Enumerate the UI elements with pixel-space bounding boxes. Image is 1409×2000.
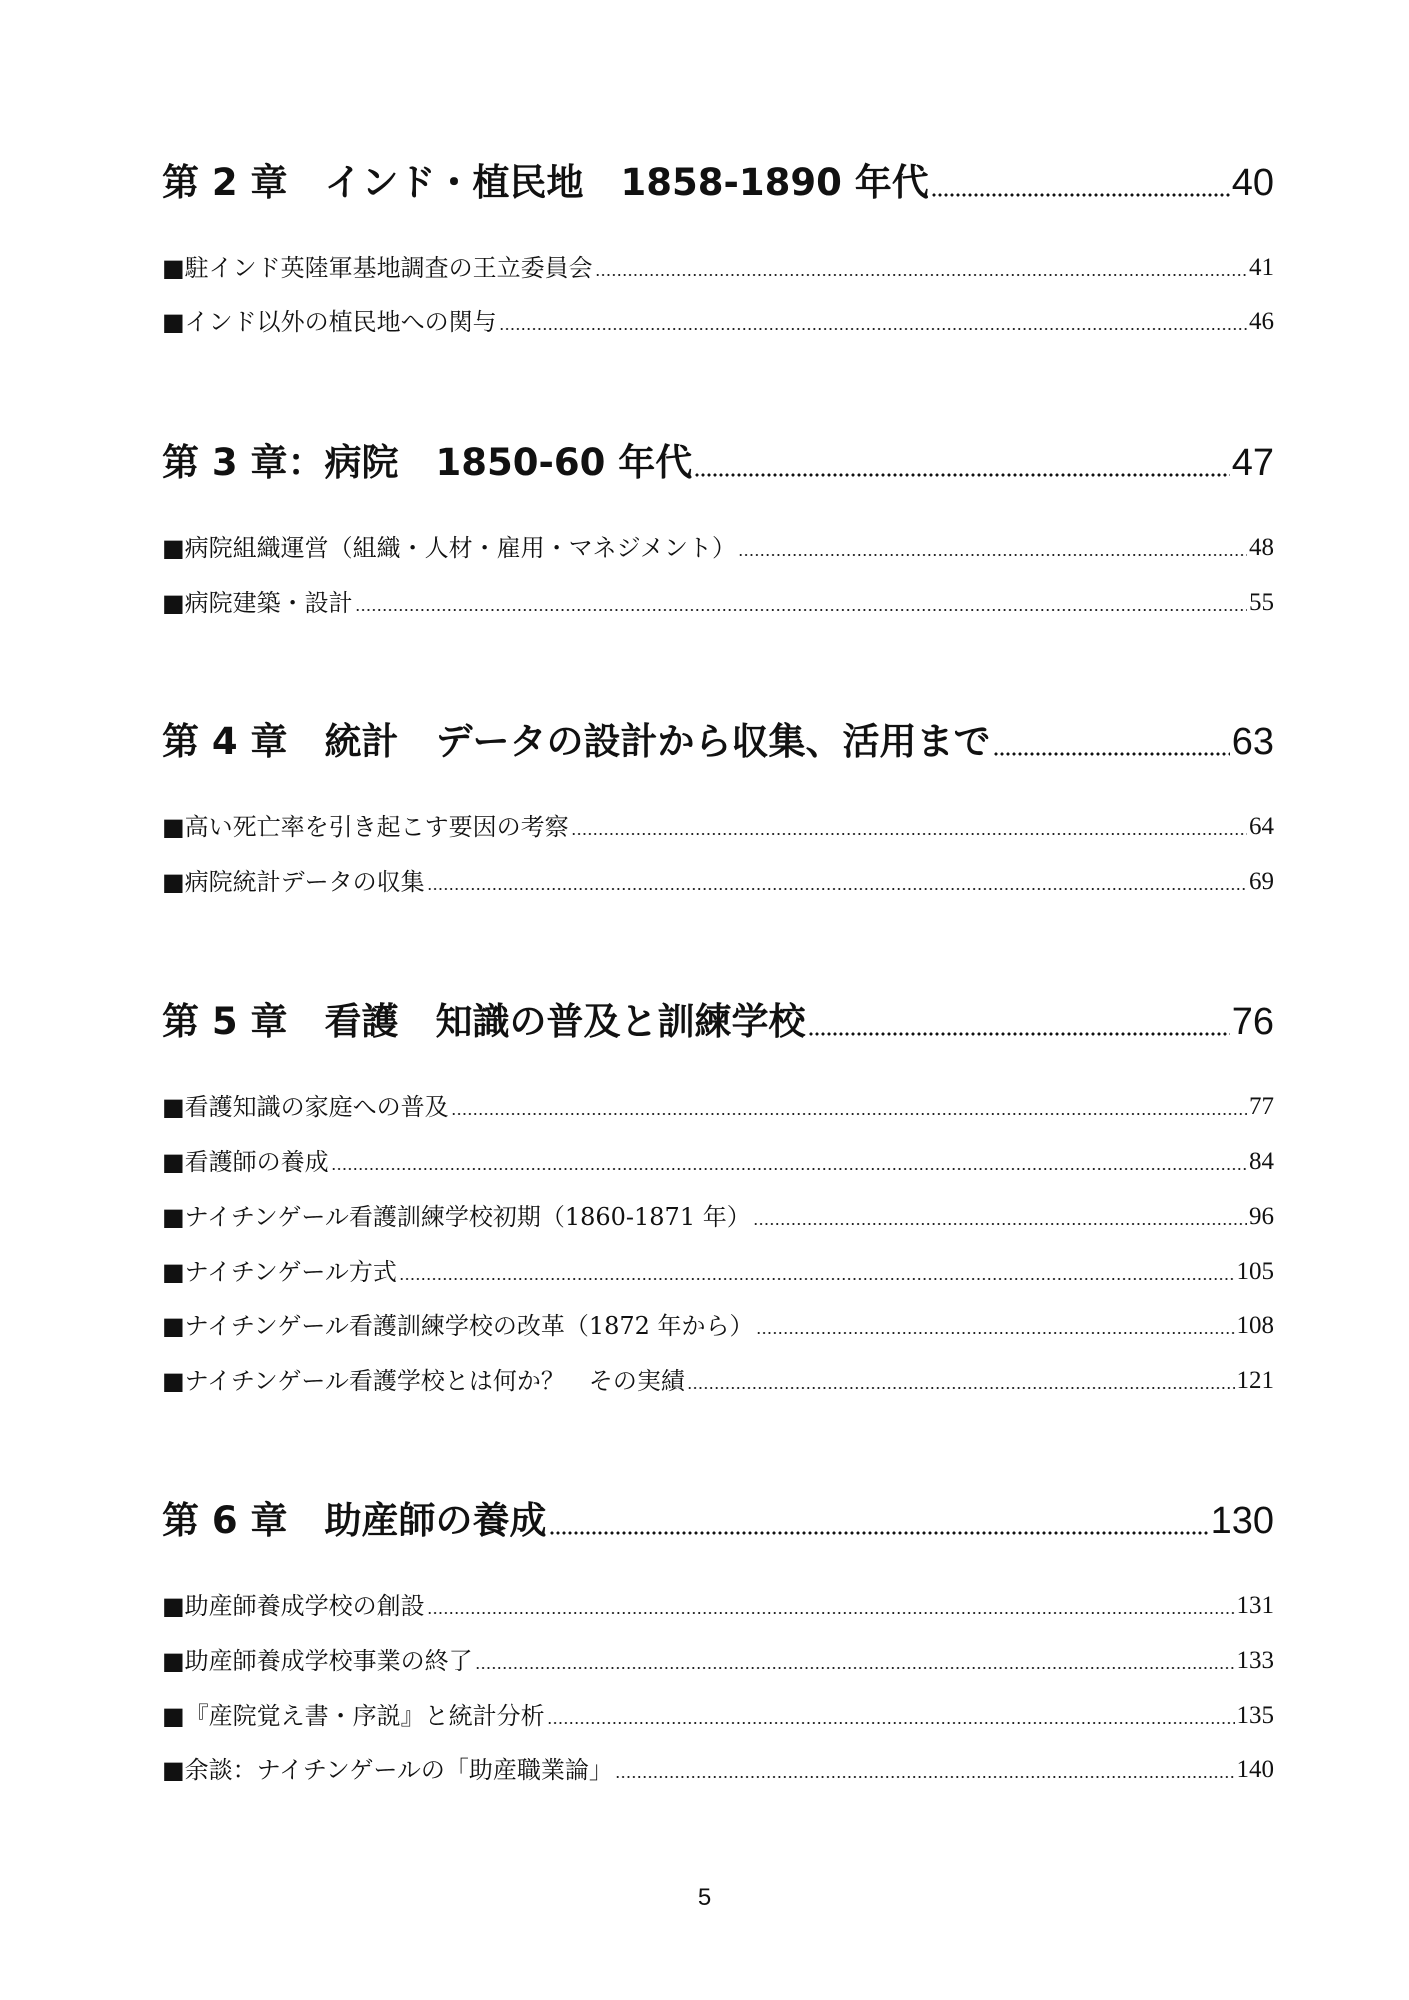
toc-entry[interactable] <box>162 306 1274 338</box>
chapter-page-number: 130 <box>1210 1500 1274 1542</box>
entry-title: ■病院統計データの収集 <box>162 868 425 896</box>
entry-page-number: 41 <box>1249 254 1274 281</box>
dot-leader <box>756 1331 1235 1335</box>
entry-title: ■ナイチンゲール看護訓練学校の改革（1872 年から） <box>162 1312 754 1340</box>
dot-leader <box>547 1721 1235 1725</box>
entry-title: ■インド以外の植民地への関与 <box>162 308 497 336</box>
dot-leader <box>331 1167 1247 1171</box>
entry-title: ■駐インド英陸軍基地調査の王立委員会 <box>162 254 593 282</box>
entry-title: ■看護師の養成 <box>162 1148 329 1176</box>
chapter-title: 第 4 章 統計 データの設計から収集、活用まで <box>162 720 991 763</box>
toc-entry[interactable] <box>162 1645 1274 1677</box>
chapter-page-number: 76 <box>1231 1001 1274 1043</box>
toc-entry[interactable] <box>162 1700 1274 1732</box>
entry-page-number: 105 <box>1236 1258 1274 1285</box>
toc-entry[interactable] <box>162 1146 1274 1178</box>
entry-title: ■余談：ナイチンゲールの「助産職業論」 <box>162 1756 613 1784</box>
toc-entry[interactable] <box>162 587 1274 619</box>
entry-page-number: 64 <box>1249 813 1274 840</box>
dot-leader <box>931 193 1230 197</box>
entry-title: ■高い死亡率を引き起こす要因の考察 <box>162 813 569 841</box>
toc-entry[interactable] <box>162 1201 1274 1233</box>
dot-leader <box>808 1032 1230 1036</box>
toc-entry[interactable] <box>162 1590 1274 1622</box>
dot-leader <box>993 752 1230 756</box>
toc-entry[interactable] <box>162 1754 1274 1786</box>
entry-page-number: 131 <box>1236 1592 1274 1619</box>
entry-title: ■『産院覚え書・序説』と統計分析 <box>162 1702 545 1730</box>
entry-title: ■ナイチンゲール方式 <box>162 1258 397 1286</box>
dot-leader <box>738 553 1247 557</box>
chapter-title: 第 5 章 看護 知識の普及と訓練学校 <box>162 1000 806 1043</box>
chapter-title: 第 3 章：病院 1850-60 年代 <box>162 441 693 484</box>
dot-leader <box>427 887 1247 891</box>
entry-page-number: 121 <box>1236 1367 1274 1394</box>
toc-entry[interactable] <box>162 252 1274 284</box>
entry-page-number: 96 <box>1249 1203 1274 1230</box>
chapter-title: 第 6 章 助産師の養成 <box>162 1499 547 1542</box>
dot-leader <box>549 1531 1209 1535</box>
entry-page-number: 135 <box>1236 1702 1274 1729</box>
entry-title: ■助産師養成学校の創設 <box>162 1592 425 1620</box>
dot-leader <box>399 1277 1235 1281</box>
entry-page-number: 84 <box>1249 1148 1274 1175</box>
toc-entry[interactable] <box>162 811 1274 843</box>
entry-page-number: 140 <box>1236 1756 1274 1783</box>
dot-leader <box>499 327 1247 331</box>
toc-chapter-3[interactable] <box>162 440 1274 486</box>
entry-page-number: 108 <box>1236 1312 1274 1339</box>
entry-page-number: 55 <box>1249 589 1274 616</box>
chapter-page-number: 63 <box>1231 721 1274 763</box>
dot-leader <box>475 1666 1235 1670</box>
toc-entry[interactable] <box>162 1091 1274 1123</box>
page-number: 5 <box>697 1884 712 1911</box>
toc-chapter-6[interactable] <box>162 1498 1274 1544</box>
toc-entry[interactable] <box>162 866 1274 898</box>
toc-entry[interactable] <box>162 532 1274 564</box>
toc-entry[interactable] <box>162 1310 1274 1342</box>
dot-leader <box>687 1386 1235 1390</box>
entry-title: ■助産師養成学校事業の終了 <box>162 1647 473 1675</box>
entry-title: ■ナイチンゲール看護学校とは何か？ その実績 <box>162 1367 685 1395</box>
dot-leader <box>595 273 1247 277</box>
toc-chapter-4[interactable] <box>162 719 1274 765</box>
entry-title: ■看護知識の家庭への普及 <box>162 1093 449 1121</box>
chapter-page-number: 47 <box>1231 442 1274 484</box>
entry-title: ■病院建築・設計 <box>162 589 353 617</box>
dot-leader <box>571 832 1247 836</box>
entry-title: ■ナイチンゲール看護訓練学校初期（1860-1871 年） <box>162 1203 751 1231</box>
chapter-title: 第 2 章 インド・植民地 1858-1890 年代 <box>162 161 929 204</box>
entry-page-number: 133 <box>1236 1647 1274 1674</box>
dot-leader <box>753 1222 1247 1226</box>
entry-page-number: 48 <box>1249 534 1274 561</box>
dot-leader <box>615 1775 1235 1779</box>
toc-entry[interactable] <box>162 1256 1274 1288</box>
dot-leader <box>451 1112 1247 1116</box>
entry-title: ■病院組織運営（組織・人材・雇用・マネジメント） <box>162 534 736 562</box>
toc-chapter-2[interactable] <box>162 160 1274 206</box>
toc-entry[interactable] <box>162 1365 1274 1397</box>
entry-page-number: 77 <box>1249 1093 1274 1120</box>
dot-leader <box>427 1611 1235 1615</box>
dot-leader <box>355 608 1247 612</box>
entry-page-number: 46 <box>1249 308 1274 335</box>
dot-leader <box>694 473 1230 477</box>
toc-chapter-5[interactable] <box>162 999 1274 1045</box>
chapter-page-number: 40 <box>1231 162 1274 204</box>
entry-page-number: 69 <box>1249 868 1274 895</box>
